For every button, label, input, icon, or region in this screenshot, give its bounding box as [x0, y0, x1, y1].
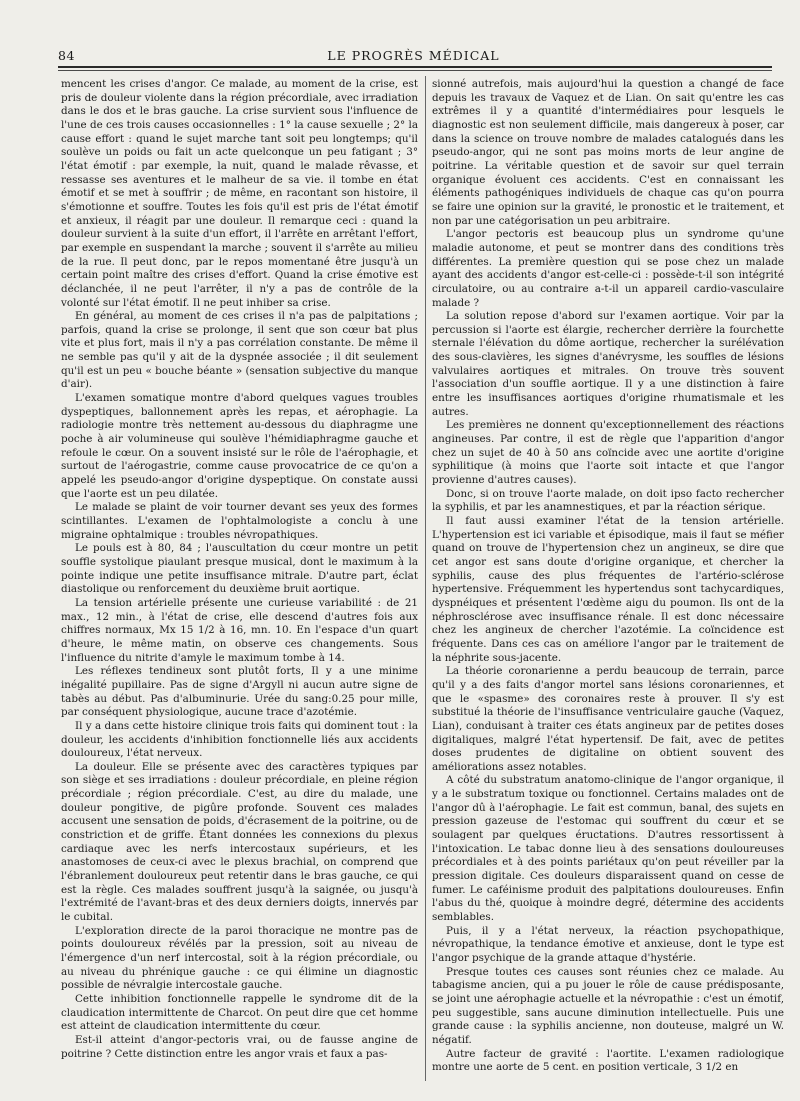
header-rule [58, 66, 772, 68]
paragraph: La théorie coronarienne a perdu beaucoup de terrain, parce qu'il y a des faits d'angor mortel sans lésions coronariennes, et que le «spasme» des coronaires reste à prouver. Il s'y est substitué la théorie de l'insuffisance ventriculaire gauche (Vaquez, Lian), conduisant à traiter ces états angineux par de petites doses digitaliques, malgré l'état hypertensif. De fait, avec de petites doses prudentes de digitaline on obtient souvent des améliorations assez notables. [432, 665, 784, 773]
paragraph: Les premières ne donnent qu'exceptionnellement des réactions angineuses. Par contre, il est de règle que l'apparition d'angor chez un sujet de 40 à 50 ans coïncide avec une aortite d'origine syphilitique (à moins que l'aorte soit intacte et que l'angor provienne d'autres causes). [432, 419, 784, 487]
paragraph: Est-il atteint d'angor-pectoris vrai, ou de fausse angine de poitrine ? Cette distinction entre les angor vrais et faux a pas- [61, 1033, 418, 1060]
paragraph: Le malade se plaint de voir tourner devant ses yeux des formes scintillantes. L'examen de l'ophtalmologiste a conclu à une migraine ophtalmique : troubles névropathiques. [61, 501, 418, 541]
paragraph: Il faut aussi examiner l'état de la tension artérielle. L'hypertension est ici variable et épisodique, mais il faut se méfier quand on trouve de l'hypertension chez un angineux, se dire que cet angor est sans doute d'origine organique, et chercher la syphilis, cause des plus fréquentes de l'artério-sclérose hypertensive. Fréquemment les hypertendus sont tachycardiques, dyspnéiques et présentent l'œdème aigu du poumon. Ils ont de la néphrosclérose avec insuffisance rénale. Il est donc nécessaire chez les angineux de chercher l'azotémie. La coïncidence est fréquente. Dans ces cas on améliore l'angor par le traitement de la néphrite sous-jacente. [432, 515, 784, 664]
paragraph: Donc, si on trouve l'aorte malade, on doit ipso facto rechercher la syphilis, et par les anamnestiques, et par la réaction sérique. [432, 487, 784, 514]
left-column [61, 78, 418, 1061]
paragraph: Le pouls est à 80, 84 ; l'auscultation du cœur montre un petit souffle systolique piaulant presque musical, dont le maximum à la pointe indique une petite insuffisance mitrale. D'autre part, éclat diastolique ou renforcement du deuxième bruit aortique. [61, 542, 418, 596]
paragraph: A côté du substratum anatomo-clinique de l'angor organique, il y a le substratum toxique ou fonctionnel. Certains malades ont de l'angor dû à l'aérophagie. Le fait est commun, banal, des sujets en pression gazeuse de l'estomac qui souffrent du cœur et se soulagent par quelques éructations. D'autres ressortissent à l'intoxication. Le tabac donne lieu à des sensations douloureuses précordiales et à des points pariétaux qu'on peut réveiller par la pression digitale. Ces douleurs disparaissent quand on cesse de fumer. Le caféinisme produit des palpitations douloureuses. Enfin l'abus du thé, quoique à moindre degré, détermine des accidents semblables. [432, 774, 784, 924]
paragraph: La douleur. Elle se présente avec des caractères typiques par son siège et ses irradiations : douleur précordiale, en pleine région précordiale ; région précordiale. C'est, au dire du malade, une douleur pongitive, de pigûre profonde. Souvent ces malades accusent une sensation de poids, d'écrasement de la poitrine, ou de constriction et de griffe. Étant données les connexions du plexus cardiaque avec les nerfs intercostaux supérieurs, et les anastomoses de ceux-ci avec le plexus brachial, on comprend que l'ébranlement douloureux peut retentir dans le bras gauche, ce qui est la règle. Ces malades souffrent jusqu'à la saignée, ou jusqu'à l'extrémité de l'avant-bras et des deux derniers doigts, innervés par le cubital. [61, 760, 418, 924]
paragraph: L'examen somatique montre d'abord quelques vagues troubles dyspeptiques, ballonnement après les repas, et aérophagie. La radiologie montre très nettement au-dessous du diaphragme une poche à air volumineuse qui soulève l'hémidiaphragme gauche et refoule le cœur. On a souvent insisté sur le rôle de l'aérophagie, et surtout de l'aérogastrie, comme cause provocatrice de ce qu'on a appelé les pseudo-angor d'origine dyspeptique. On constate aussi que l'aorte est un peu dilatée. [61, 392, 418, 500]
journal-title: LE PROGRÈS MÉDICAL [327, 47, 500, 63]
header-rule-thin [58, 70, 772, 71]
paragraph: sionné autrefois, mais aujourd'hui la question a changé de face depuis les travaux de Vaquez et de Lian. On sait qu'entre les cas extrêmes il y a quantité d'intermédiaires pour lesquels le diagnostic est non seulement difficile, mais dangereux à poser, car dans la science on trouve nombre de malades catalogués dans les pseudo-angor, qui ne sont pas moins morts de leur angine de poitrine. La véritable question et de savoir sur quel terrain organique évoluent ces accidents. C'est en connaissant les éléments pathogéniques individuels de chaque cas qu'on pourra se faire une opinion sur la gravité, le pronostic et le traitement, et non par une catégorisation un peu arbitraire. [432, 78, 784, 227]
paragraph: Il y a dans cette histoire clinique trois faits qui dominent tout : la douleur, les accidents d'inhibition fonctionnelle liés aux accidents douloureux, l'état nerveux. [61, 719, 418, 760]
page-header [58, 42, 772, 68]
column-divider [425, 76, 426, 1081]
paragraph: L'angor pectoris est beaucoup plus un syndrome qu'une maladie autonome, et peut se montrer dans des conditions très différentes. La première question qui se pose chez un malade ayant des accidents d'angor est-celle-ci : possède-t-il son intégrité circulatoire, ou au contraire a-t-il un appareil cardio-vasculaire malade ? [432, 228, 784, 309]
paragraph: Autre facteur de gravité : l'aortite. L'examen radiologique montre une aorte de 5 cent. en position verticale, 3 1/2 en [432, 1047, 784, 1074]
paragraph: L'exploration directe de la paroi thoracique ne montre pas de points douloureux révélés par la pression, soit au niveau de l'émergence d'un nerf intercostal, soit à la région précordiale, ou au niveau du phrénique gauche : ce qui élimine un diagnostic possible de névralgie intercostale gauche. [61, 924, 418, 992]
paragraph: mencent les crises d'angor. Ce malade, au moment de la crise, est pris de douleur violente dans la région précordiale, avec irradiation dans le dos et le bras gauche. La crise survient sous l'influence de l'une de ces trois causes occasionnelles : 1° la cause sexuelle ; 2° la cause effort : quand le sujet marche tant soit peu longtemps; qu'il soulève un poids ou fait un acte quelconque un peu fatigant ; 3° l'état émotif : par exemple, la nuit, quand le malade rêvasse, et ressasse ses aventures et le malheur de sa vie. il tombe en état émotif et se met à souffrir ; de même, en racontant son histoire, il s'émotionne et souffre. Toutes les fois qu'il est pris de l'état émotif et anxieux, il réagit par une douleur. Il remarque ceci : quand la douleur survient à la suite d'un effort, il l'arrête en arrêtant l'effort, par exemple en suspendant la marche ; souvent il s'arrête au milieu de la rue. Il peut donc, par le repos momentané être jusqu'à un certain point maître des crises d'effort. Quand la crise émotive est déclanchée, il ne peut l'arrêter, il n'y a pas de contrôle de la volonté sur l'état émotif. Il ne peut inhiber sa crise. [61, 78, 418, 309]
paragraph: Puis, il y a l'état nerveux, la réaction psychopathique, névropathique, la tendance émotive et anxieuse, dont le type est l'angor psychique de la grande attaque d'hystérie. [432, 924, 784, 964]
page-number: 84 [58, 47, 75, 63]
paragraph: En général, au moment de ces crises il n'a pas de palpitations ; parfois, quand la crise se prolonge, il sent que son cœur bat plus vite et plus fort, mais il n'y a pas corrélation constante. De même il ne semble pas qu'il y ait de la dyspnée associée ; il dit seulement qu'il est un peu « bouche béante » (sensation subjective du manque d'air). [61, 310, 418, 391]
paragraph: La tension artérielle présente une curieuse variabilité : de 21 max., 12 min., à l'état de crise, elle descend d'autres fois aux chiffres normaux, Mx 15 1/2 à 16, mn. 10. En l'espace d'un quart d'heure, le même matin, on observe ces changements. Sous l'influence du nitrite d'amyle le maximum tombe à 14. [61, 596, 418, 664]
paragraph: Cette inhibition fonctionnelle rappelle le syndrome dit de la claudication intermittente de Charcot. On peut dire que cet homme est atteint de claudication intermittente du cœur. [61, 992, 418, 1033]
paragraph: La solution repose d'abord sur l'examen aortique. Voir par la percussion si l'aorte est élargie, rechercher derrière la fourchette sternale l'élévation du dôme aortique, rechercher la surélévation des sous-clavières, les signes d'anévrysme, les souffles de lésions valvulaires aortiques et mitrales. On trouve très souvent l'association d'un souffle aortique. Il y a une distinction à faire entre les insuffisances aortiques d'origine rhumatismale et les autres. [432, 310, 784, 418]
paragraph: Presque toutes ces causes sont réunies chez ce malade. Au tabagisme ancien, qui a pu jouer le rôle de cause prédisposante, se joint une aérophagie actuelle et la névropathie : c'est un émotif, peu suggestible, sans aucune diminution intellectuelle. Puis une grande cause : la syphilis ancienne, non douteuse, malgré un W. négatif. [432, 965, 784, 1046]
paragraph: Les réflexes tendineux sont plutôt forts, Il y a une minime inégalité pupillaire. Pas de signe d'Argyll ni aucun autre signe de tabès au début. Pas d'albuminurie. Urée du sang:0.25 pour mille, par conséquent physiologique, aucune trace d'azotémie. [61, 665, 418, 719]
right-column [432, 78, 784, 1075]
